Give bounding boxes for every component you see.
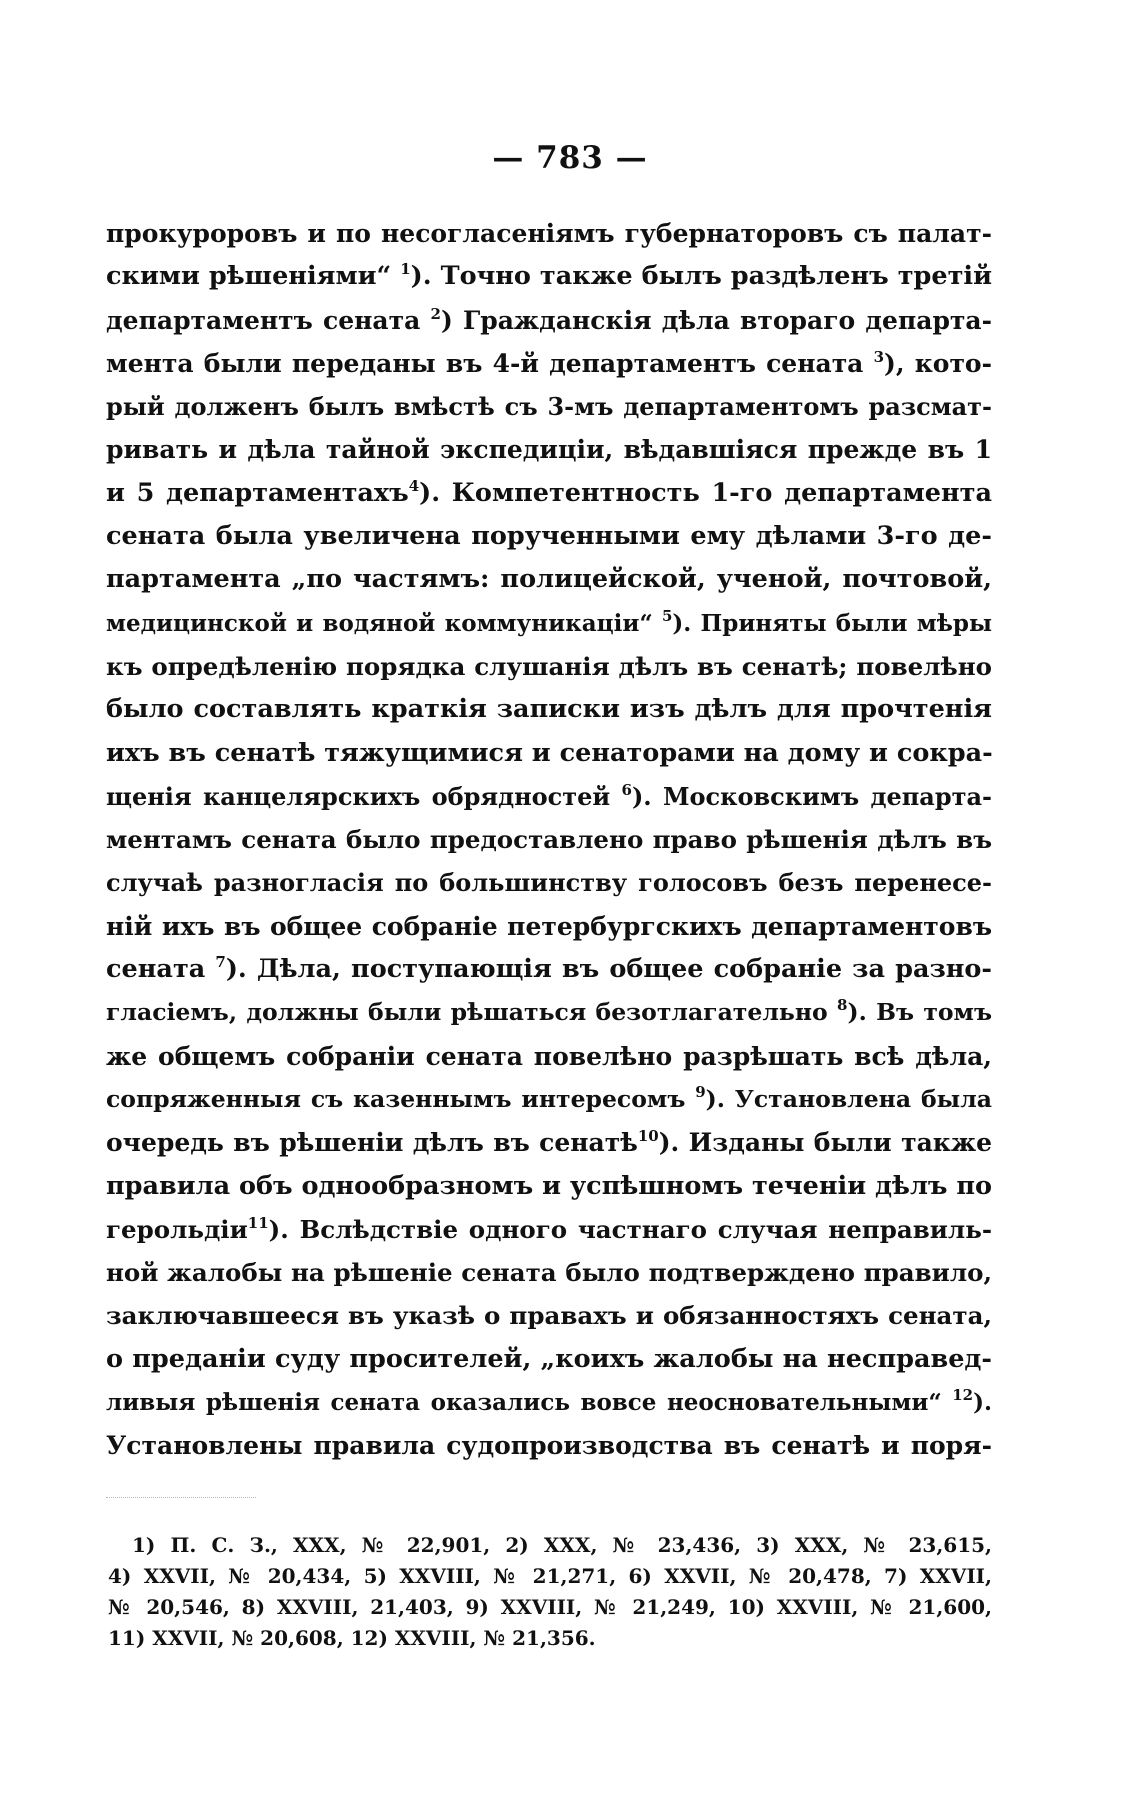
text-line <box>106 861 992 904</box>
text-line <box>106 255 992 298</box>
line-text: случаѣ разногласія по большинству голосовъ безъ перенесе- <box>106 868 992 898</box>
line-text: къ опредѣленію порядка слушанія дѣлъ въ сенатѣ; повелѣно <box>106 651 992 681</box>
line-text: о преданіи суду просителей, „коихъ жалобы на несправед- <box>106 1343 992 1374</box>
footnote-reference: 6 <box>621 780 632 799</box>
line-text: ). Установлена была <box>705 1084 992 1113</box>
line-text: ). Приняты были мѣры <box>672 609 992 637</box>
line-text: ). Точно также былъ раздѣленъ третій <box>410 261 992 292</box>
text-line <box>106 515 992 558</box>
text-line <box>106 385 992 428</box>
text-line <box>106 558 992 601</box>
footnote-reference: 10 <box>637 1127 659 1146</box>
text-line <box>106 645 992 688</box>
footnote-reference: 5 <box>661 606 673 625</box>
text-line <box>106 688 992 731</box>
footnote-reference: 3 <box>873 347 884 366</box>
line-text: заключавшееся въ указѣ о правахъ и обязанностяхъ сената, <box>106 1301 992 1331</box>
line-text: щенія канцелярскихъ обрядностей <box>106 781 622 811</box>
line-text: ). Московскимъ департа- <box>631 781 992 811</box>
line-text: же общемъ собраніи сената повелѣно разрѣшать всѣ дѣла, <box>106 1041 992 1071</box>
text-line <box>106 428 992 471</box>
line-text: гласіемъ, должны были рѣшаться безотлагательно <box>106 998 838 1027</box>
line-text: ). Въ томъ <box>847 998 992 1027</box>
footnote-reference: 4 <box>408 476 420 495</box>
line-text: департаментъ сената <box>106 305 431 335</box>
line-text: сопряженныя съ казеннымъ интересомъ <box>106 1084 696 1113</box>
line-text: герольдіи <box>106 1214 248 1244</box>
text-line <box>106 1251 992 1294</box>
text-line <box>106 1035 992 1078</box>
footnote-line: 11) XXVII, № 20,608, 12) XXVIII, № 21,356. <box>108 1626 596 1650</box>
footnote-reference: 7 <box>215 953 226 972</box>
line-text: ливыя рѣшенія сената оказались вовсе неосновательными“ <box>106 1389 953 1417</box>
text-line <box>106 1294 992 1337</box>
line-text: прокуроровъ и по несогласеніямъ губернаторовъ съ палат- <box>106 219 992 248</box>
line-text: ). <box>973 1389 992 1417</box>
line-text: ной жалобы на рѣшеніе сената было подтверждено правило, <box>106 1258 992 1288</box>
text-line <box>106 1338 992 1381</box>
text-line <box>106 1078 992 1121</box>
line-text: ). Компетентность 1-го департамента <box>419 477 992 508</box>
text-line <box>106 732 992 775</box>
line-text: мента были переданы въ 4-й департаментъ сената <box>106 348 874 378</box>
text-line <box>106 472 992 515</box>
line-text: ній ихъ въ общее собраніе петербургскихъ департаментовъ <box>106 911 992 941</box>
text-line <box>106 299 992 342</box>
footnote-line: 4) XXVII, № 20,434, 5) XXVIII, № 21,271, 6) XXVII, № 20,478, 7) XXVII, <box>108 1564 992 1588</box>
line-text: рый долженъ былъ вмѣстѣ съ 3-мъ департаментомъ разсмат- <box>106 392 992 422</box>
line-text: ). Вслѣдствіе одного частнаго случая неправиль- <box>268 1214 992 1244</box>
text-line <box>106 1165 992 1208</box>
line-text: правила объ однообразномъ и успѣшномъ теченіи дѣлъ по <box>106 1170 993 1201</box>
text-line <box>106 818 992 861</box>
line-text: было составлять краткія записки изъ дѣлъ для прочтенія <box>106 694 992 725</box>
text-line <box>106 775 992 818</box>
line-text: ихъ въ сенатѣ тяжущимися и сенаторами на дому и сокра- <box>106 737 993 768</box>
text-line <box>106 991 992 1034</box>
footnote-line: 1) П. С. З., XXX, № 22,901, 2) XXX, № 23,436, 3) XXX, № 23,615, <box>132 1533 992 1557</box>
text-line <box>106 948 992 991</box>
footnote-reference: 9 <box>695 1082 706 1101</box>
body-text <box>106 212 992 1468</box>
line-text: ), кото- <box>884 348 992 378</box>
footnote-separator <box>106 1497 256 1498</box>
text-line <box>106 1208 992 1251</box>
footnote-reference: 11 <box>247 1213 269 1232</box>
text-line <box>106 212 992 255</box>
page-number: — 783 — <box>492 140 648 176</box>
line-text: ментамъ сената было предоставлено право рѣшенія дѣлъ въ <box>106 825 992 855</box>
line-text: ). Дѣла, поступающія въ общее собраніе за разно- <box>225 954 992 985</box>
text-line <box>106 602 992 645</box>
footnote-line: № 20,546, 8) XXVIII, 21,403, 9) XXVIII, № 21,249, 10) XXVIII, № 21,600, <box>108 1595 992 1619</box>
text-line <box>106 342 992 385</box>
line-text: и 5 департаментахъ <box>106 477 409 508</box>
line-text: сената <box>106 954 216 985</box>
line-text: Установлены правила судопроизводства въ сенатѣ и поря- <box>106 1431 992 1461</box>
line-text: медицинской и водяной коммуникаціи“ <box>106 609 662 637</box>
line-text: сената была увеличена порученными ему дѣлами 3-го де- <box>106 521 992 552</box>
text-line <box>106 905 992 948</box>
line-text: ривать и дѣла тайной экспедиціи, вѣдавшіяся прежде въ 1 <box>106 435 992 465</box>
text-line <box>106 1381 992 1424</box>
line-text: скими рѣшеніями“ <box>106 261 401 292</box>
footnote-reference: 12 <box>952 1386 974 1405</box>
footnotes <box>108 1530 992 1654</box>
text-line <box>106 1121 992 1164</box>
footnote-reference: 1 <box>400 260 411 279</box>
line-text: очередь въ рѣшеніи дѣлъ въ сенатѣ <box>106 1128 638 1158</box>
text-line <box>106 1424 992 1467</box>
line-text: ) Гражданскія дѣла втораго департа- <box>440 305 992 335</box>
line-text: партамента „по частямъ: полицейской, ученой, почтовой, <box>106 564 992 595</box>
footnote-reference: 8 <box>837 996 848 1015</box>
footnote-reference: 2 <box>430 304 441 323</box>
line-text: ). Изданы были также <box>658 1128 992 1158</box>
